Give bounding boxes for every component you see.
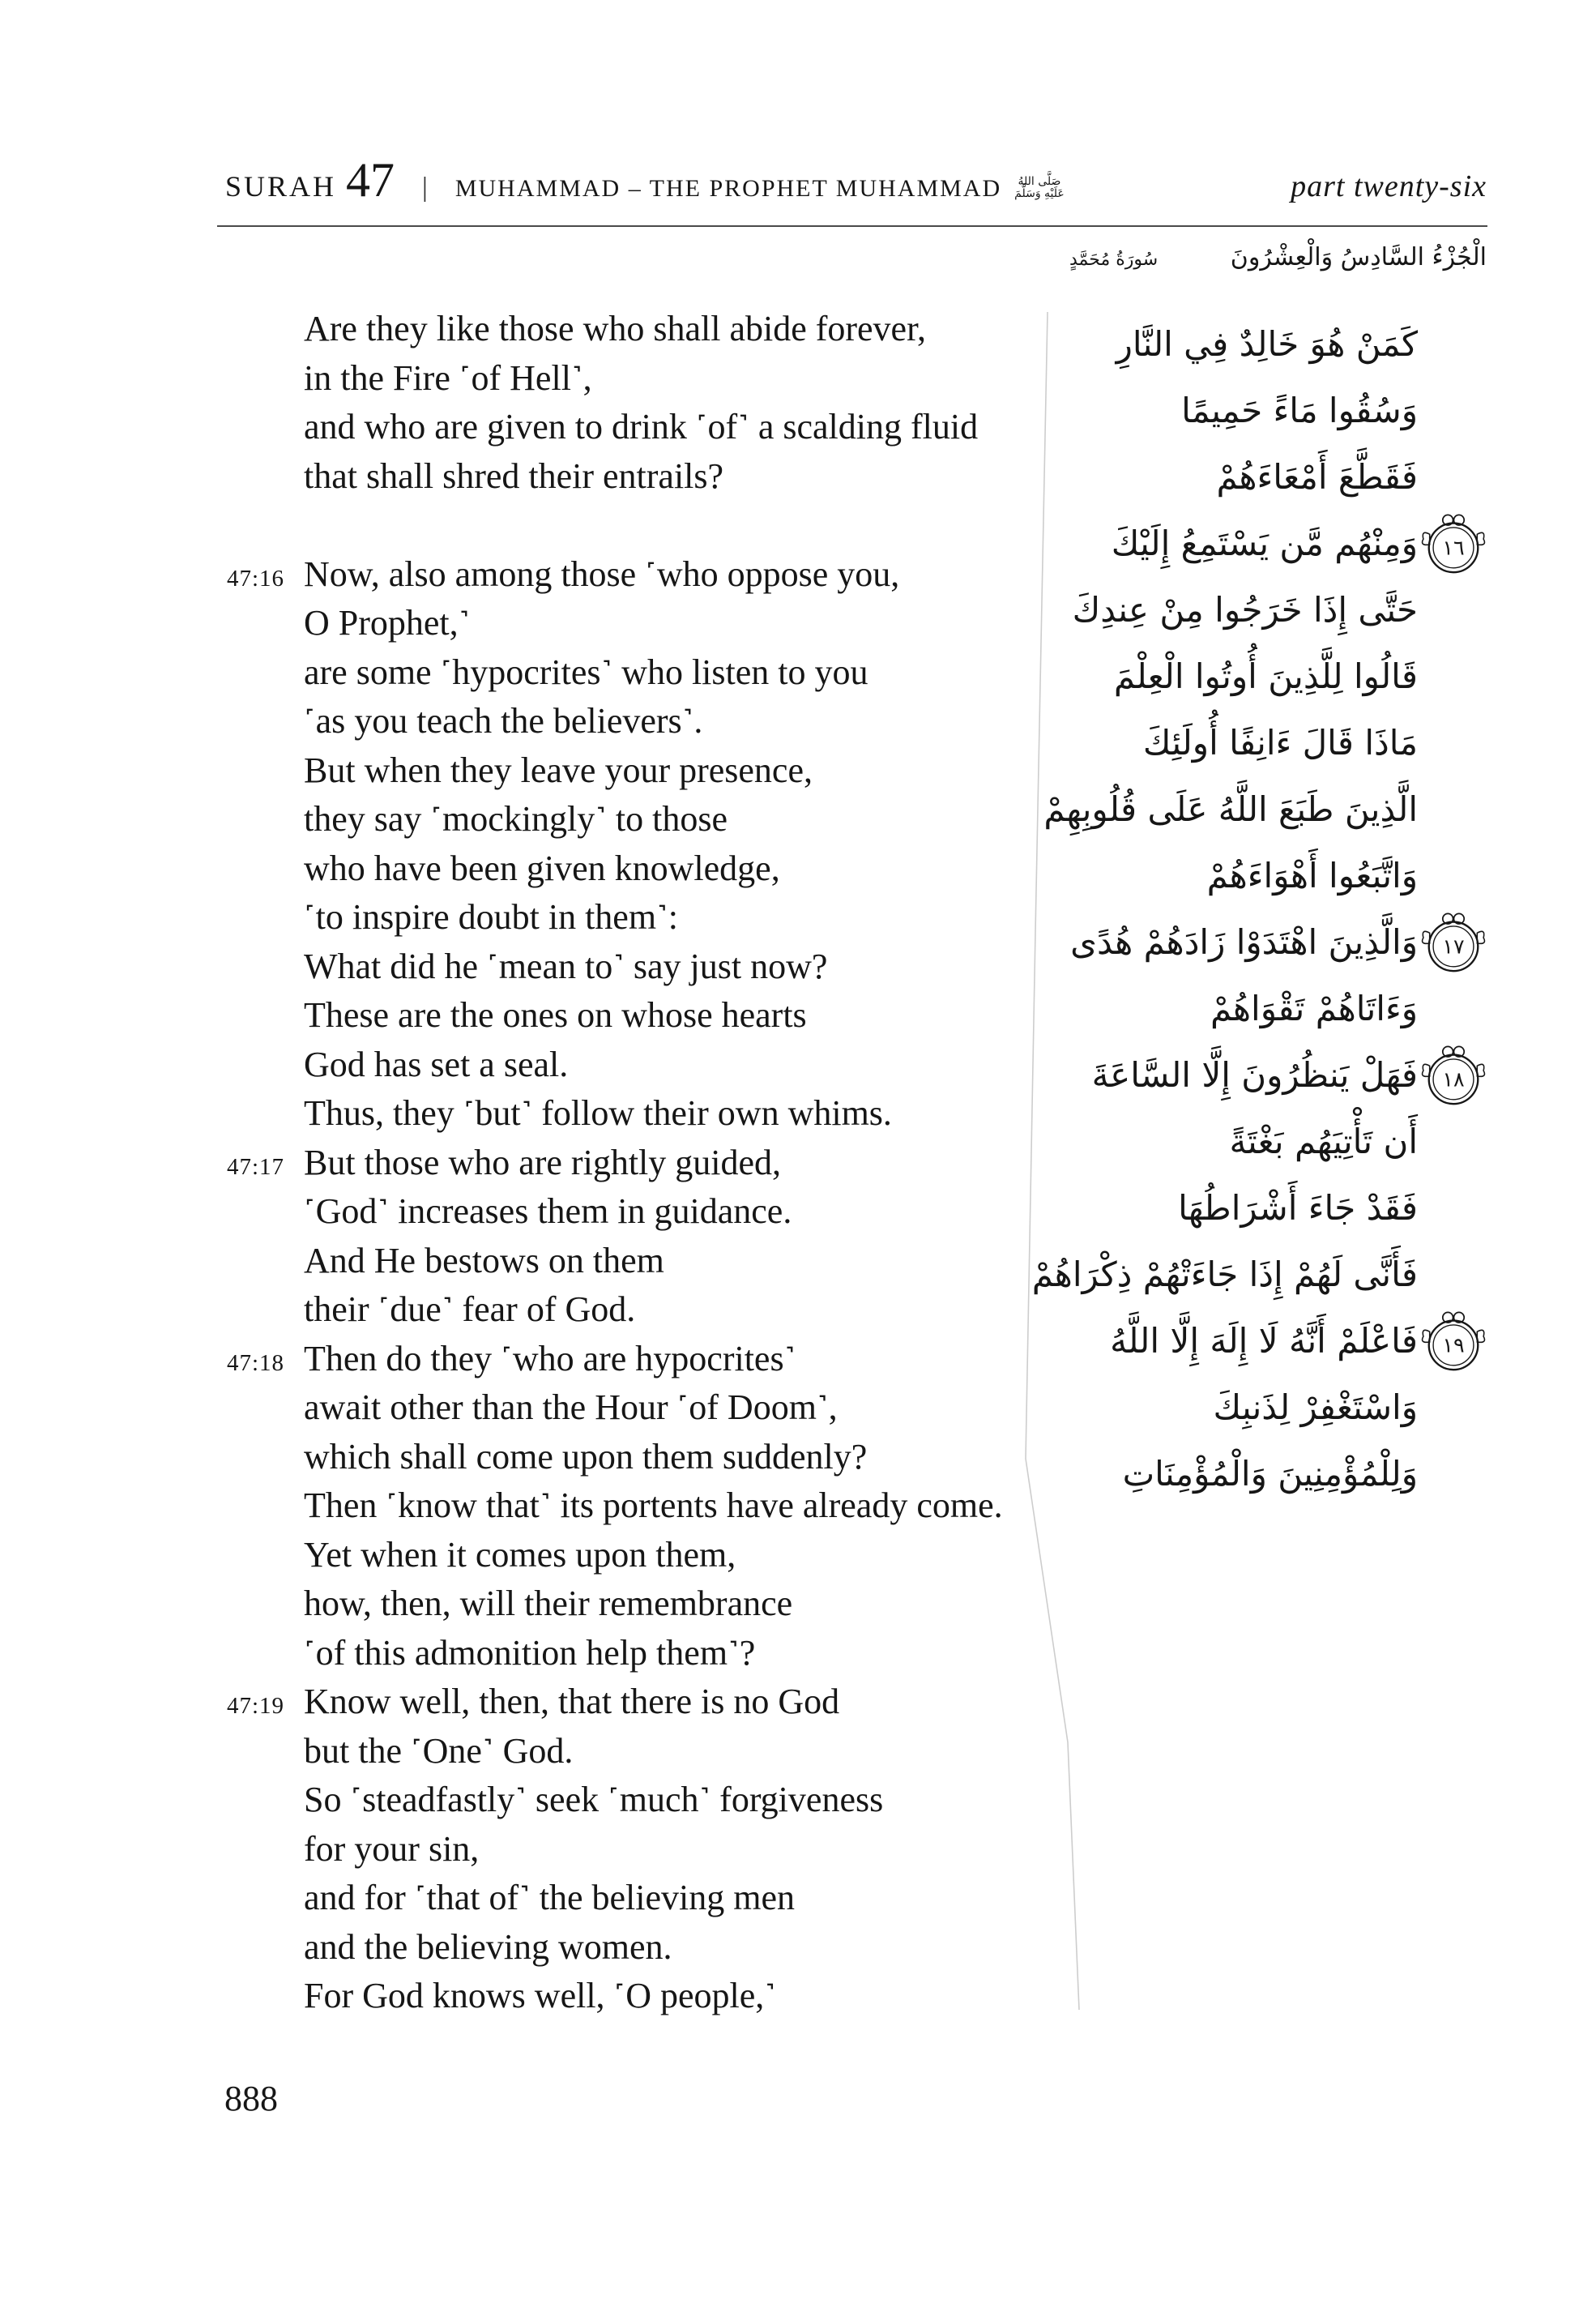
part-label: part twenty-six — [1291, 169, 1487, 203]
translation-text: ˹to inspire doubt in them˺: — [304, 897, 678, 937]
surah-cartouche: سُورَةُ مُحَمَّدٍ — [1069, 250, 1159, 270]
surah-title: MUHAMMAD – THE PROPHET MUHAMMAD — [454, 175, 1002, 202]
translation-line — [227, 1727, 1118, 1776]
arabic-verse-line — [899, 976, 1418, 1042]
translation-line — [227, 1629, 1118, 1678]
header-surah-info — [225, 152, 1065, 211]
translation-text: who have been given knowledge, — [304, 848, 780, 888]
arabic-text: فَاعْلَمْ أَنَّهُ لَا إِلَهَ إِلَّا اللَّهُ — [1110, 1321, 1418, 1361]
arabic-text: فَقَدْ جَاءَ أَشْرَاطُهَا — [1178, 1188, 1418, 1228]
translation-text: Then ˹know that˺ its portents have already come. — [304, 1485, 1003, 1525]
arabic-text: كَمَنْ هُوَ خَالِدٌ فِي النَّارِ — [1116, 324, 1418, 364]
svg-text:١٦: ١٦ — [1442, 535, 1465, 560]
arabic-text: أَن تَأْتِيَهُم بَغْتَةً — [1229, 1122, 1418, 1161]
arabic-text: وَاسْتَغْفِرْ لِذَنبِكَ — [1213, 1387, 1418, 1427]
translation-text: What did he ˹mean to˺ say just now? — [304, 946, 828, 986]
translation-line — [227, 1531, 1118, 1580]
header-divider: | — [422, 173, 428, 203]
arabic-verse-line — [899, 909, 1465, 976]
svg-text:١٨: ١٨ — [1442, 1066, 1465, 1092]
pbuh-top-line: صَلَّى اللهُ — [1018, 175, 1061, 188]
aya-medallion-icon — [1419, 908, 1487, 977]
pbuh-calligraphy-icon — [1014, 176, 1065, 199]
arabic-text: فَهَلْ يَنظُرُونَ إِلَّا السَّاعَةَ — [1091, 1055, 1418, 1095]
translation-text: await other than the Hour ˹of Doom˺, — [304, 1387, 838, 1427]
header-rule — [217, 225, 1487, 227]
translation-text: ˹of this admonition help them˺? — [304, 1632, 756, 1673]
translation-text: their ˹due˺ fear of God. — [304, 1289, 636, 1329]
arabic-verse-line — [899, 444, 1418, 511]
translation-text: and for ˹that of˺ the believing men — [304, 1878, 796, 1917]
aya-medallion-icon — [1419, 1307, 1487, 1375]
arabic-verse-line — [899, 1109, 1418, 1175]
page-header — [225, 152, 1487, 211]
translation-text: Yet when it comes upon them, — [304, 1534, 736, 1575]
juz-title: الْجُزْءُ السَّادِسُ وَالْعِشْرُونَ — [1230, 243, 1487, 271]
translation-text: how, then, will their remembrance — [304, 1584, 793, 1623]
translation-text: Are they like those who shall abide forever, — [304, 309, 926, 348]
translation-line — [227, 1874, 1118, 1923]
verse-number: 47:18 — [227, 1349, 285, 1376]
arabic-verse-line — [899, 311, 1418, 378]
translation-text: and the believing women. — [304, 1926, 672, 1967]
page-number: 888 — [224, 2079, 278, 2118]
translation-text: O Prophet,˺ — [304, 603, 471, 643]
translation-text: but the ˹One˺ God. — [304, 1730, 574, 1771]
arabic-text: وَمِنْهُم مَّن يَسْتَمِعُ إِلَيْكَ — [1111, 524, 1418, 563]
arabic-text: الَّذِينَ طَبَعَ اللَّهُ عَلَى قُلُوبِهِمْ — [1043, 789, 1418, 829]
translation-text: And He bestows on them — [304, 1240, 664, 1280]
arabic-text: مَاذَا قَالَ ءَانِفًا أُولَئِكَ — [1142, 723, 1418, 763]
translation-text: God has set a seal. — [304, 1044, 569, 1084]
arabic-verse-line — [899, 1308, 1465, 1374]
arabic-verse-line — [899, 1242, 1418, 1308]
arabic-verse-line — [899, 378, 1418, 444]
translation-text: for your sin, — [304, 1828, 480, 1869]
arabic-verse-line — [899, 1175, 1418, 1242]
translation-text: which shall come upon them suddenly? — [304, 1436, 868, 1477]
arabic-text: وَالَّذِينَ اهْتَدَوْا زَادَهُمْ هُدًى — [1070, 922, 1418, 962]
arabic-verse-line — [899, 710, 1418, 776]
verse-number: 47:19 — [227, 1693, 285, 1719]
translation-text: in the Fire ˹of Hell˺, — [304, 357, 592, 398]
verse-number: 47:16 — [227, 565, 285, 592]
translation-text: For God knows well, ˹O people,˺ — [304, 1976, 776, 2015]
pbuh-bottom-line: عَلَيْهِ وَسَلَّمَ — [1014, 186, 1065, 200]
arabic-text: وَءَاتَاهُمْ تَقْوَاهُمْ — [1210, 989, 1418, 1028]
arabic-text: حَتَّى إِذَا خَرَجُوا مِنْ عِندِكَ — [1072, 590, 1418, 630]
arabic-verse-line — [899, 643, 1418, 710]
translation-text: But those who are rightly guided, — [304, 1142, 782, 1182]
arabic-verse-line — [899, 1374, 1418, 1441]
verse-number: 47:17 — [227, 1153, 285, 1180]
arabic-text: فَأَنَّى لَهُمْ إِذَا جَاءَتْهُمْ ذِكْرَاهُمْ — [1031, 1254, 1418, 1294]
arabic-verse-line — [899, 843, 1418, 909]
arabic-text: قَالُوا لِلَّذِينَ أُوتُوا الْعِلْمَ — [1113, 656, 1418, 696]
translation-text: ˹God˺ increases them in guidance. — [304, 1191, 792, 1231]
translation-text: ˹as you teach the believers˺. — [304, 701, 703, 741]
arabic-column — [899, 311, 1465, 1507]
translation-text: are some ˹hypocrites˺ who listen to you — [304, 652, 868, 692]
arabic-verse-line — [899, 511, 1465, 577]
translation-line — [227, 1776, 1118, 1825]
aya-medallion-icon — [1419, 1041, 1487, 1109]
translation-text: Now, also among those ˹who oppose you, — [304, 553, 900, 594]
translation-line — [227, 1678, 1118, 1727]
translation-line — [227, 1972, 1118, 2021]
translation-text: These are the ones on whose hearts — [304, 995, 807, 1035]
arabic-verse-line — [899, 1441, 1418, 1507]
translation-text: Then do they ˹who are hypocrites˺ — [304, 1338, 796, 1378]
translation-text: Know well, then, that there is no God — [304, 1682, 840, 1721]
translation-text: Thus, they ˹but˺ follow their own whims. — [304, 1093, 892, 1133]
arabic-text: وَسُقُوا مَاءً حَمِيمًا — [1181, 391, 1418, 430]
translation-text: So ˹steadfastly˺ seek ˹much˺ forgiveness — [304, 1780, 884, 1819]
surah-label: SURAH — [225, 170, 337, 203]
arabic-text: وَلِلْمُؤْمِنِينَ وَالْمُؤْمِنَاتِ — [1122, 1454, 1418, 1494]
arabic-text: وَاتَّبَعُوا أَهْوَاءَهُمْ — [1206, 856, 1418, 895]
arabic-verse-line — [899, 577, 1418, 643]
aya-medallion-icon — [1419, 510, 1487, 578]
translation-text: But when they leave your presence, — [304, 750, 813, 790]
arabic-header — [1069, 240, 1487, 305]
translation-text: they say ˹mockingly˺ to those — [304, 799, 728, 839]
translation-text: and who are given to drink ˹of˺ a scalding fluid — [304, 407, 979, 447]
arabic-verse-line — [899, 776, 1418, 843]
translation-line — [227, 1923, 1118, 1972]
translation-line — [227, 1579, 1118, 1629]
svg-text:١٧: ١٧ — [1442, 934, 1465, 959]
translation-text: that shall shred their entrails? — [304, 455, 724, 496]
surah-number: 47 — [346, 153, 395, 207]
arabic-text: فَقَطَّعَ أَمْعَاءَهُمْ — [1216, 457, 1418, 497]
arabic-verse-line — [899, 1042, 1465, 1109]
translation-line — [227, 1825, 1118, 1874]
svg-text:١٩: ١٩ — [1442, 1332, 1465, 1357]
